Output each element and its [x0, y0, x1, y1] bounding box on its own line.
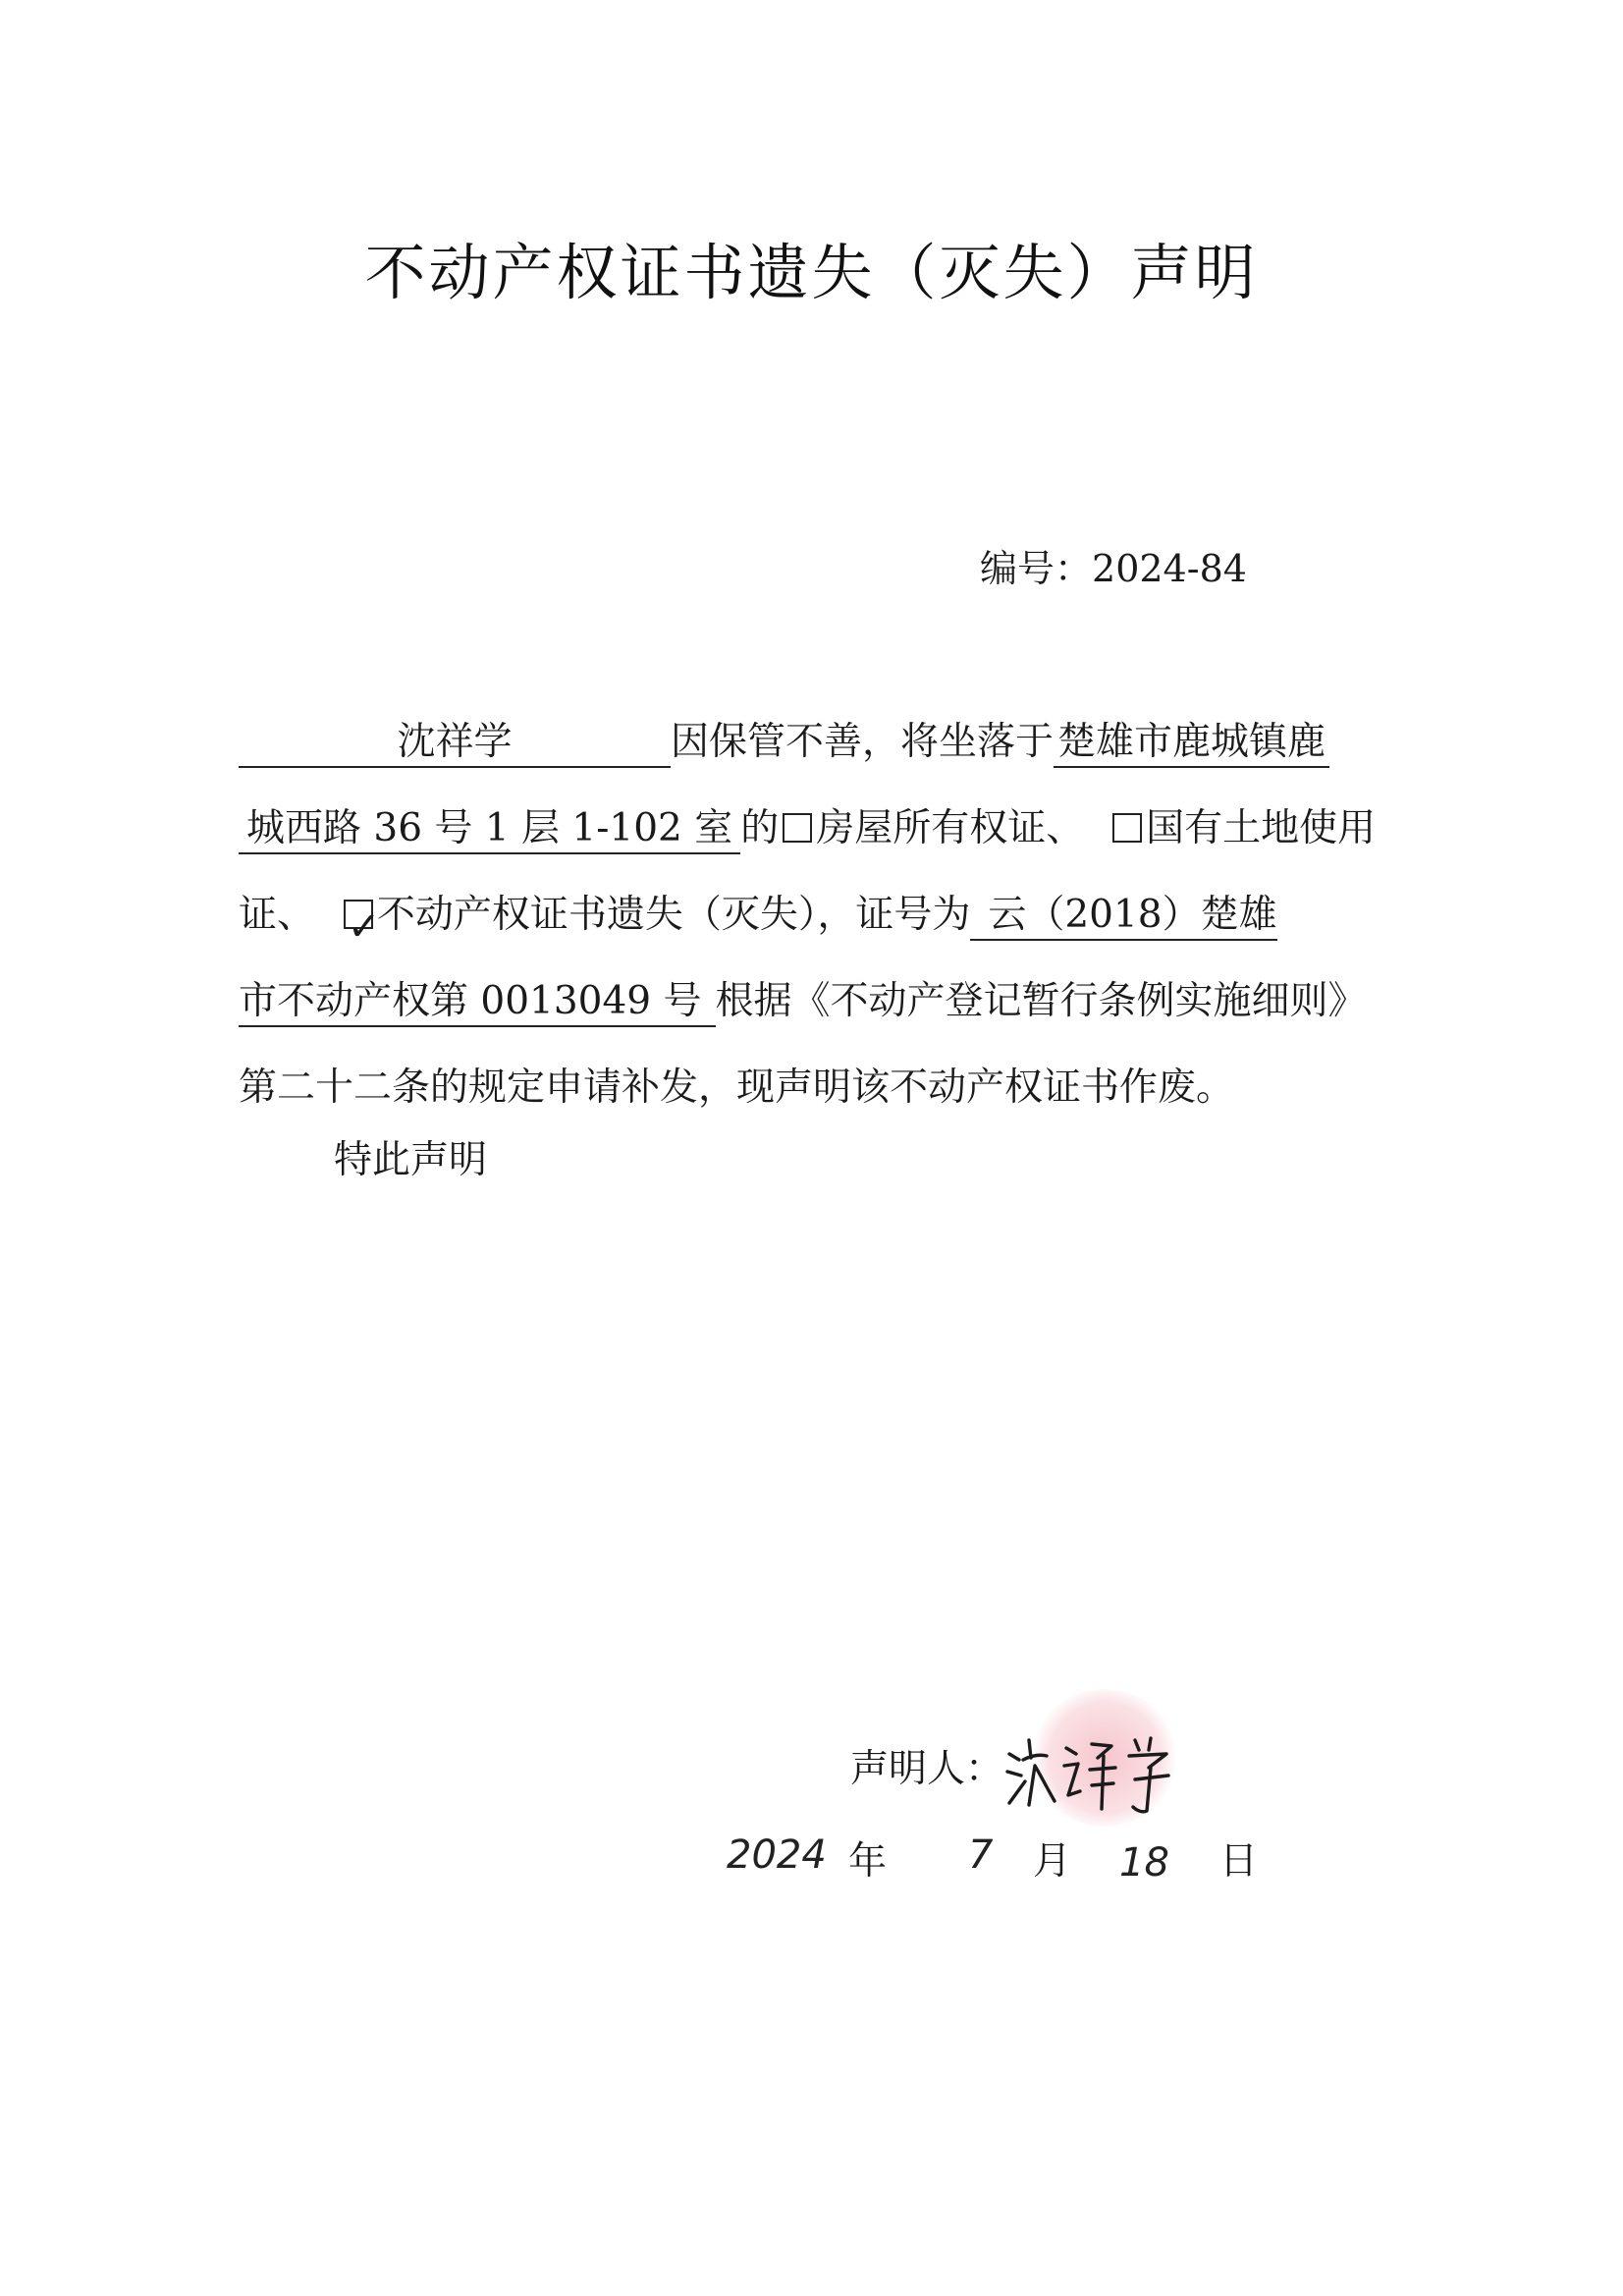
statement-text: ，证号为 — [817, 893, 971, 937]
document-number-value: 2024-84 — [1092, 547, 1247, 590]
owner-name-field: 沈祥学 — [239, 719, 671, 768]
document-number-label: 编号： — [980, 547, 1093, 590]
document-number — [980, 538, 1247, 592]
year-label: 年 — [848, 1839, 888, 1884]
document-title: 不动产权证书遗失（灭失）声明 — [364, 237, 1259, 308]
checkmark-icon: ✓ — [347, 904, 381, 950]
statement-text: 因保管不善，将坐落于 — [671, 720, 1055, 764]
location-field-continued: 城西路 36 号 1 层 1-102 室 — [239, 805, 740, 854]
certificate-number-field-continued: 市不动产权第 0013049 号 — [239, 978, 716, 1027]
declaration-date — [727, 1831, 1276, 1889]
declarant-label: 声明人： — [850, 1747, 1004, 1791]
house-certificate-option: 房屋所有权证、 — [816, 806, 1085, 850]
certificate-number-field: 云（2018）楚雄 — [970, 892, 1276, 941]
day-label: 日 — [1219, 1839, 1259, 1884]
special-declaration: 特此声明 — [334, 1138, 488, 1182]
statement-paragraph — [239, 699, 1378, 1131]
location-field: 楚雄市鹿城镇鹿 — [1054, 719, 1329, 768]
real-estate-certificate-checkbox — [344, 900, 381, 950]
month-label: 月 — [1033, 1839, 1072, 1884]
month-handwritten: 7 — [968, 1832, 994, 1878]
land-certificate-option: 国有土地使用证、 — [239, 806, 1377, 937]
house-certificate-checkbox — [783, 813, 812, 843]
signature-icon — [1001, 1726, 1188, 1815]
year-handwritten: 2024 — [727, 1832, 827, 1878]
day-handwritten: 18 — [1119, 1840, 1169, 1886]
statement-text: 的 — [740, 806, 780, 850]
real-estate-certificate-option: 不动产权证书遗失（灭失） — [376, 893, 818, 937]
handwritten-signature — [1001, 1726, 1188, 1819]
statement-text: 根据《不动产登记暂行条例实施细则》第二十二条的规定申请补发，现声明该不动产权证书作废。 — [239, 979, 1367, 1110]
land-certificate-checkbox — [1112, 813, 1142, 843]
